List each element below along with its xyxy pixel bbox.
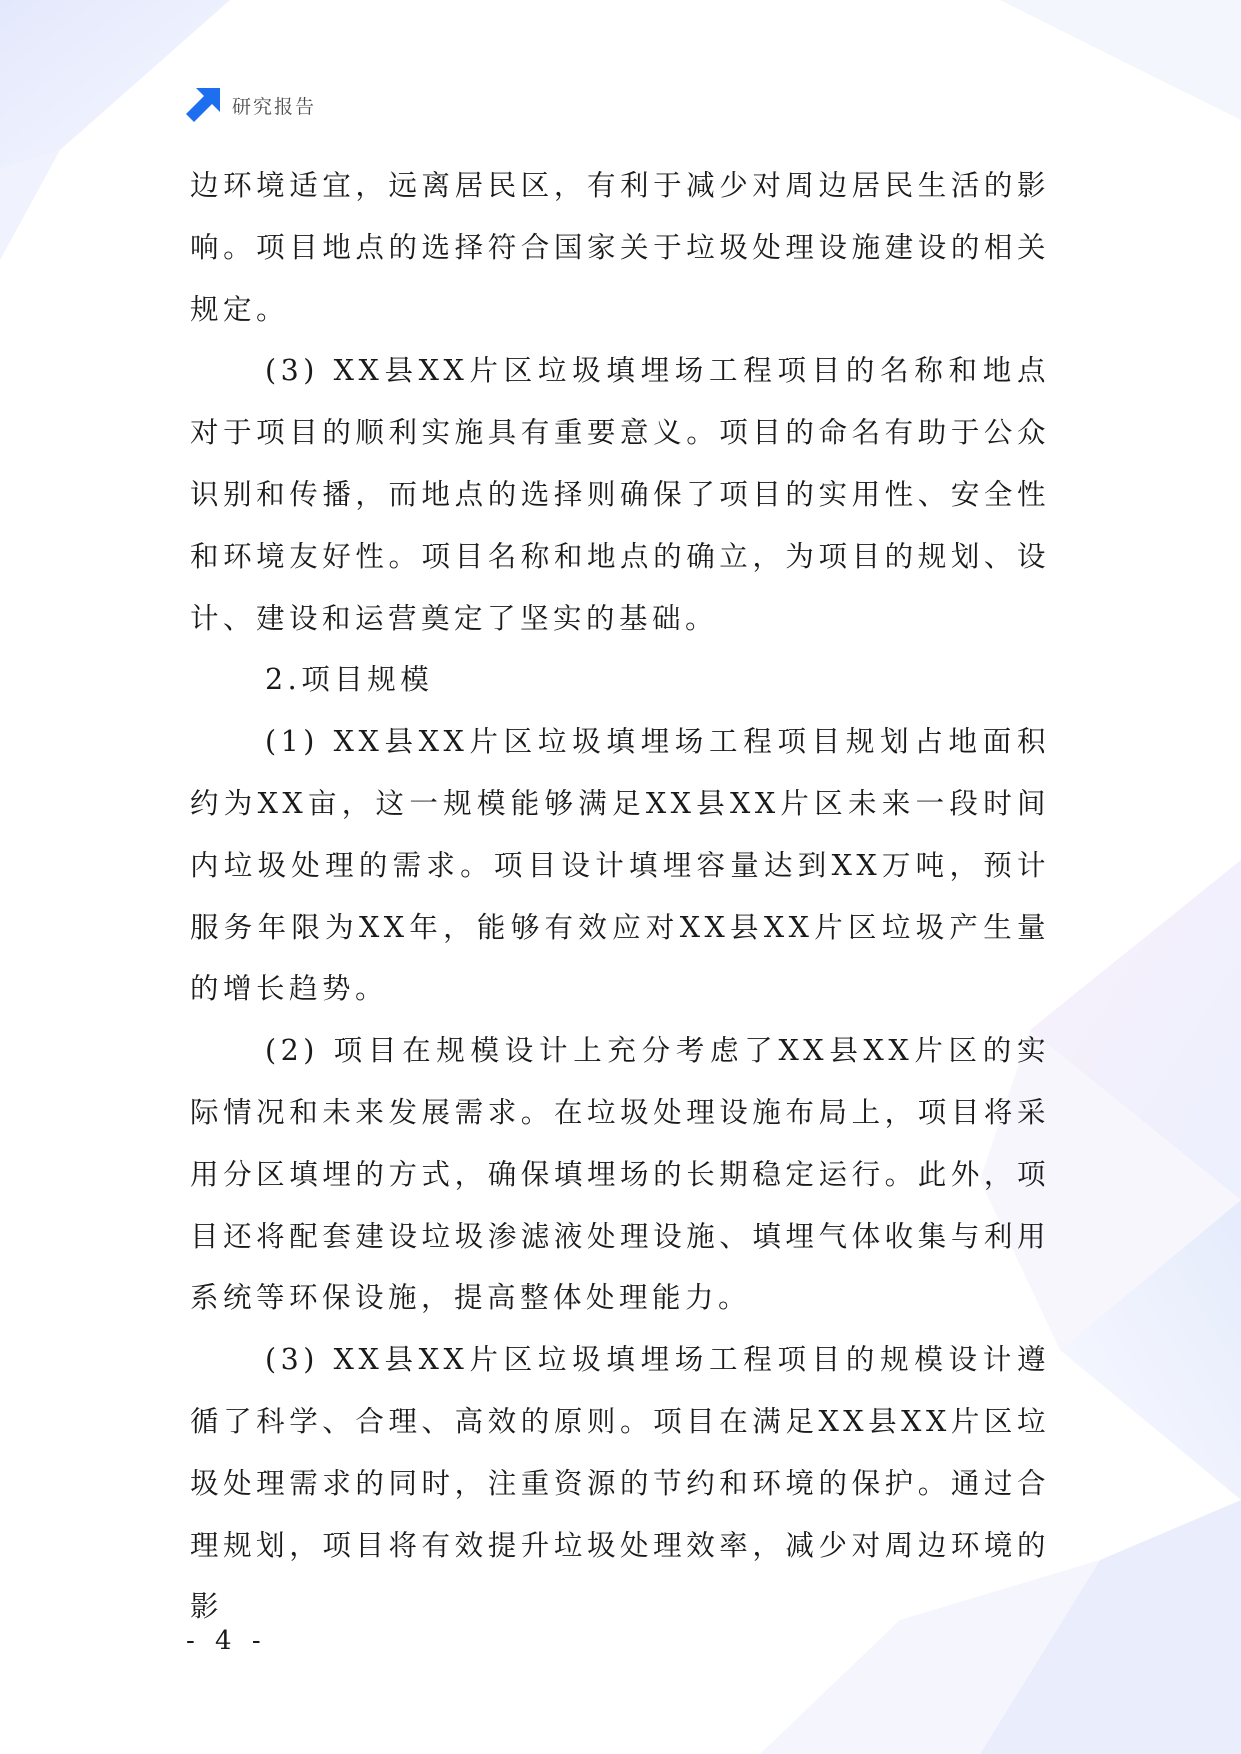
section-heading-project-scale: 2.项目规模 [265, 663, 434, 697]
document-body [190, 155, 1050, 1638]
paragraph-scale-area: (1) XX县XX片区垃圾填埋场工程项目规划占地面积约为XX亩，这一规模能够满足XX县XX片区未来一段时间内垃圾处理的需求。项目设计填埋容量达到XX万吨，预计服务年限为XX年，能够有效应对XX县XX片区垃圾产生量的增长趋势。 [190, 725, 1050, 1006]
header-title: 研究报告 [232, 95, 317, 118]
arrow-up-right-icon [186, 88, 220, 122]
paragraph-scale-design: (2) 项目在规模设计上充分考虑了XX县XX片区的实际情况和未来发展需求。在垃圾处理设施布局上，项目将采用分区填埋的方式，确保填埋场的长期稳定运行。此外，项目还将配套建设垃圾渗滤液处理设施、填埋气体收集与利用系统等环保设施，提高整体处理能力。 [190, 1034, 1050, 1315]
paragraph-scale-principles: (3) XX县XX片区垃圾填埋场工程项目的规模设计遵循了科学、合理、高效的原则。项目在满足XX县XX片区垃圾处理需求的同时，注重资源的节约和环境的保护。通过合理规划，项目将有效提升垃圾处理效率，减少对周边环境的影 [190, 1343, 1050, 1624]
page-number: - 4 - [186, 1626, 267, 1656]
report-header [186, 88, 316, 122]
paragraph-continuation: 边环境适宜，远离居民区，有利于减少对周边居民生活的影响。项目地点的选择符合国家关于垃圾处理设施建设的相关规定。 [190, 169, 1050, 326]
paragraph-name-location-significance: (3) XX县XX片区垃圾填埋场工程项目的名称和地点对于项目的顺利实施具有重要意义。项目的命名有助于公众识别和传播，而地点的选择则确保了项目的实用性、安全性和环境友好性。项目名称和地点的确立，为项目的规划、设计、建设和运营奠定了坚实的基础。 [190, 354, 1050, 635]
